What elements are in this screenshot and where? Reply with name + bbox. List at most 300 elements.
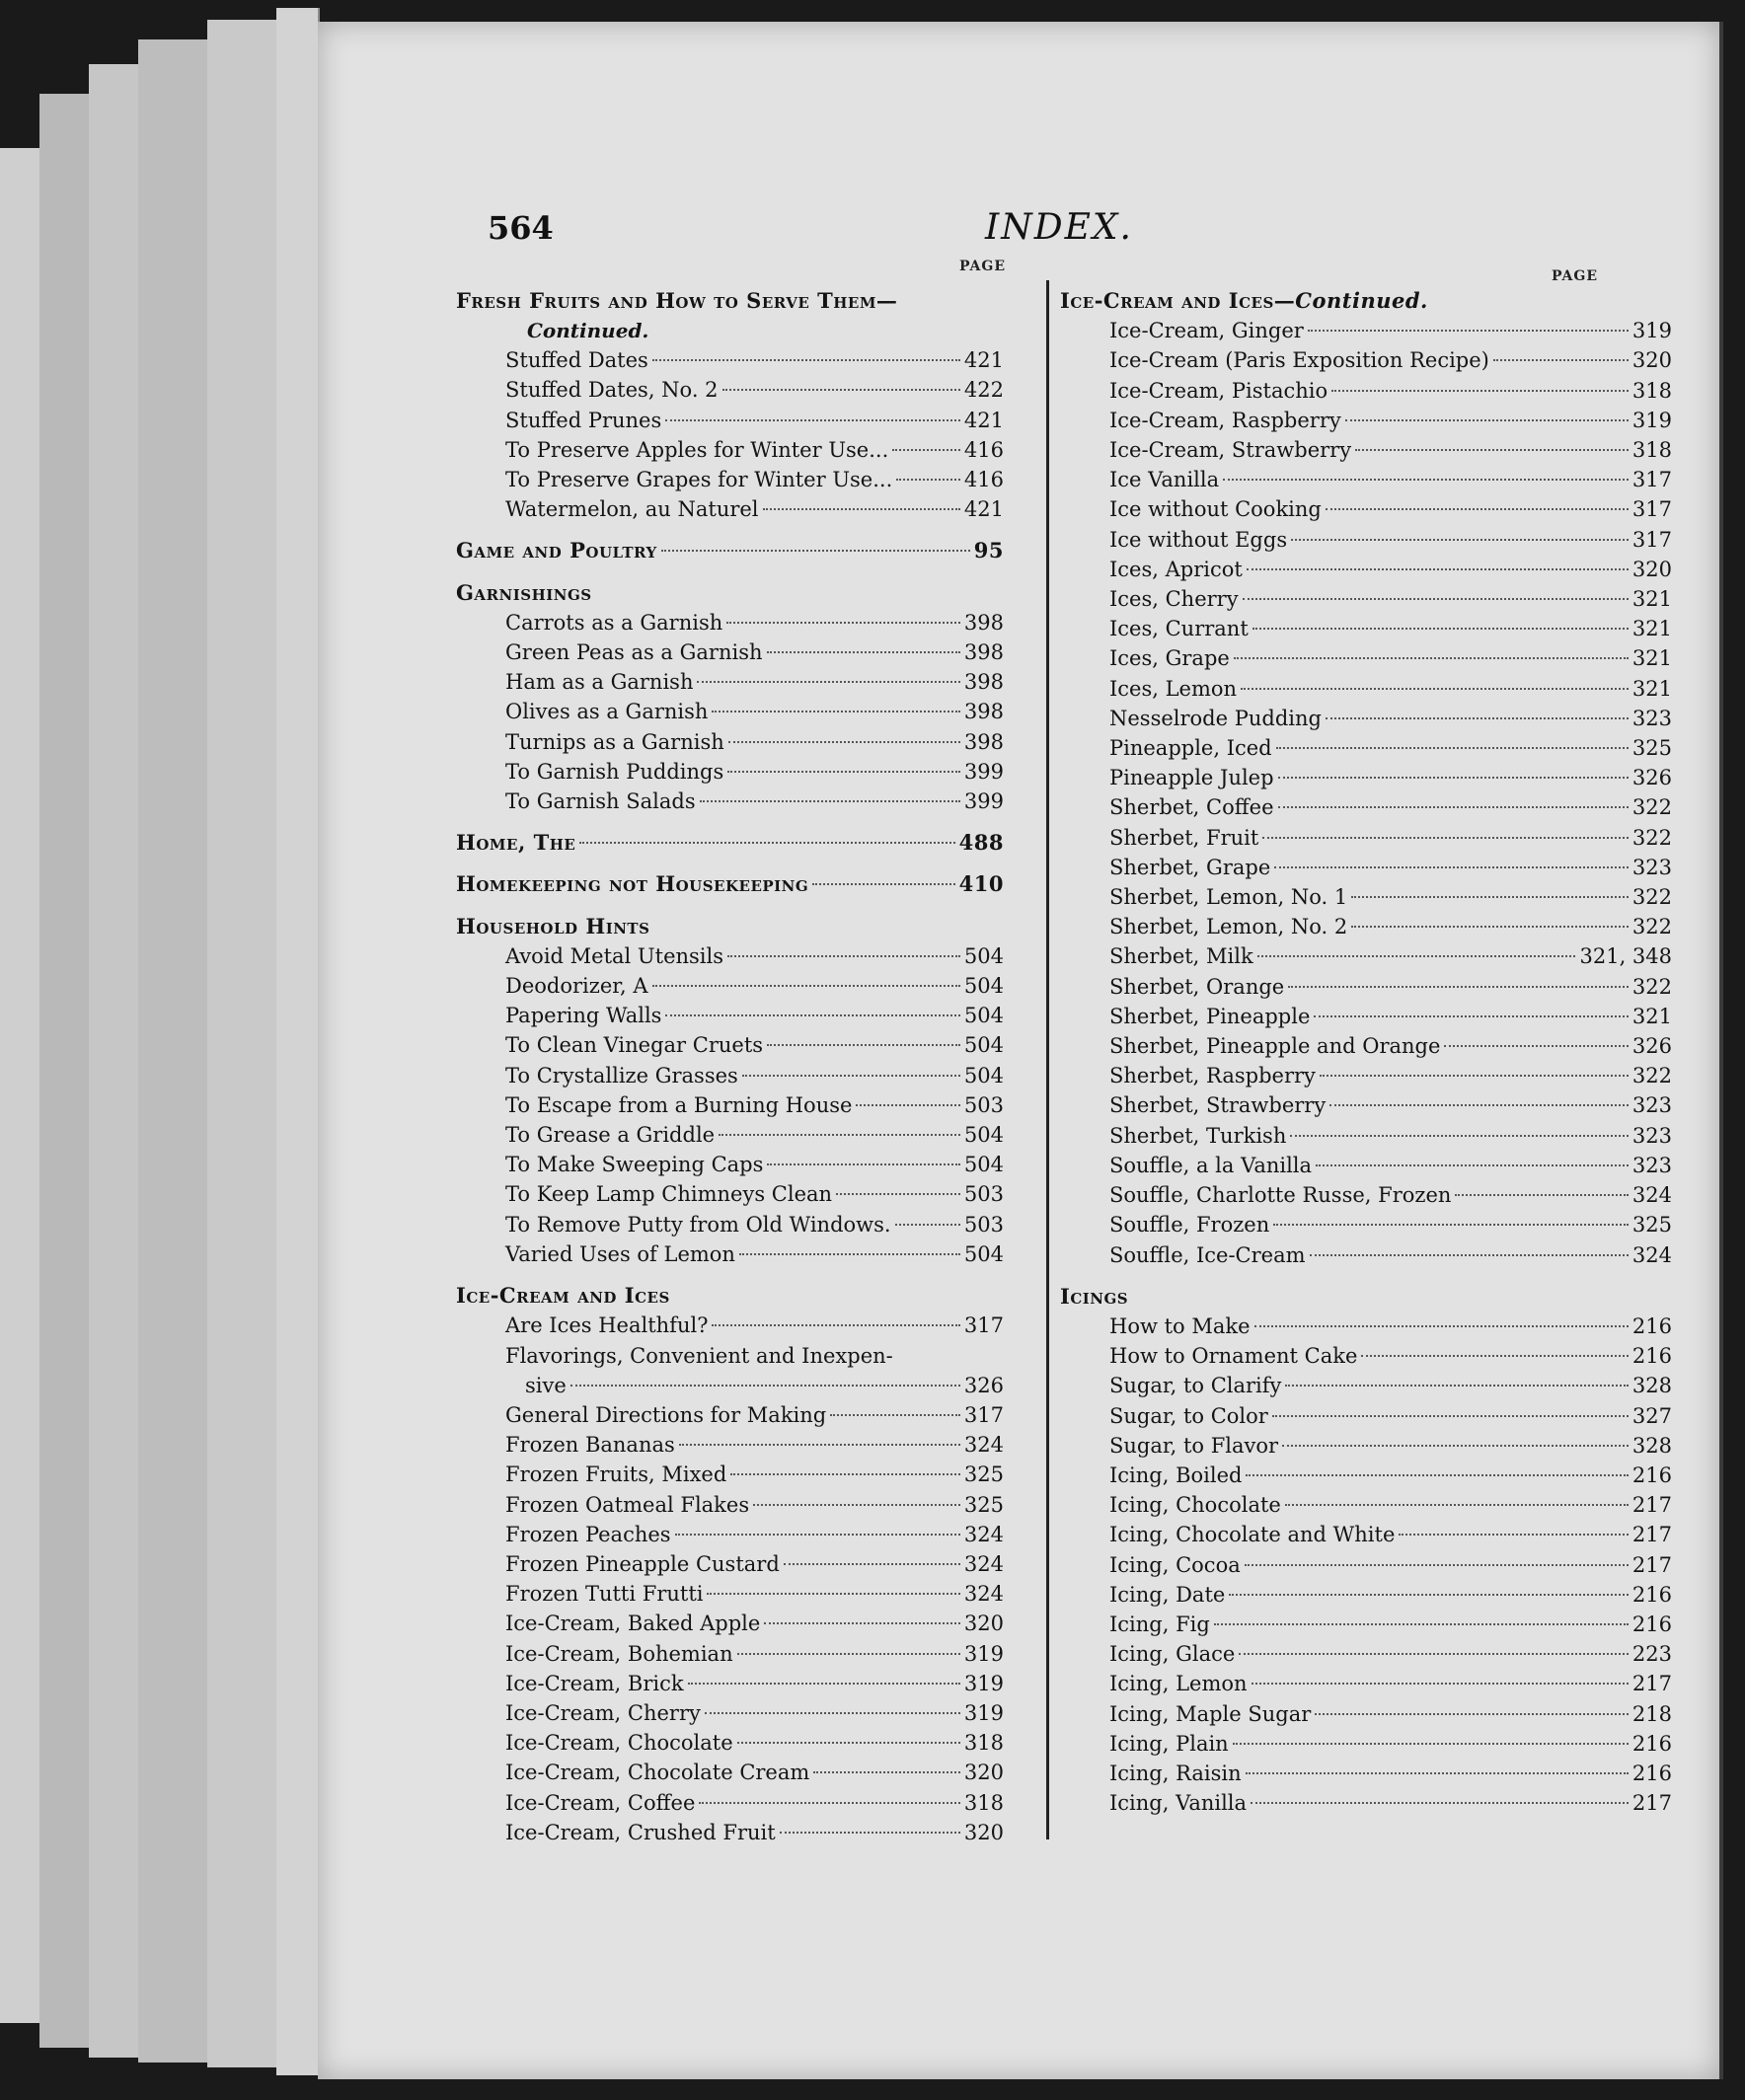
page-number-ref: 223 bbox=[1631, 1642, 1672, 1667]
index-entry-text: Sherbet, Turkish bbox=[1109, 1123, 1287, 1148]
index-entry-text: Ices, Apricot bbox=[1109, 557, 1243, 581]
section-heading bbox=[456, 828, 1004, 858]
dot-leader bbox=[579, 842, 954, 844]
page-number-ref: 216 bbox=[1631, 1313, 1672, 1338]
index-entry bbox=[456, 1030, 1004, 1060]
index-entry-text: Sherbet, Grape bbox=[1109, 855, 1271, 879]
dot-leader bbox=[1214, 1623, 1629, 1625]
page-number-ref: 398 bbox=[963, 640, 1004, 665]
dot-leader bbox=[767, 651, 960, 653]
index-entry bbox=[1060, 853, 1672, 882]
page-number-ref: 318 bbox=[963, 1731, 1004, 1756]
dot-leader bbox=[1229, 1594, 1629, 1596]
index-entry-text: Ices, Currant bbox=[1109, 617, 1249, 641]
page-number-ref: 216 bbox=[1631, 1582, 1672, 1607]
page-number-ref: 323 bbox=[1631, 706, 1672, 730]
dot-leader bbox=[1252, 1683, 1629, 1685]
page-number-ref: 320 bbox=[963, 1612, 1004, 1636]
dot-leader bbox=[763, 508, 960, 510]
index-entry bbox=[1060, 1341, 1672, 1371]
page-number-ref: 324 bbox=[963, 1551, 1004, 1576]
index-entry bbox=[456, 697, 1004, 726]
index-entry-text: To Crystallize Grasses bbox=[505, 1063, 738, 1088]
index-entry bbox=[1060, 733, 1672, 763]
index-entry-text: To Garnish Puddings bbox=[505, 759, 724, 784]
index-entry-text: Icing, Date bbox=[1109, 1582, 1226, 1607]
index-entry-text: To Garnish Salads bbox=[505, 789, 696, 814]
dot-leader bbox=[895, 1224, 960, 1226]
page-number-ref: 216 bbox=[1631, 1344, 1672, 1369]
dot-leader bbox=[737, 1653, 960, 1655]
index-entry-text: Sherbet, Pineapple bbox=[1109, 1004, 1311, 1028]
index-entry-text: Ice Vanilla bbox=[1109, 468, 1220, 492]
index-entry bbox=[456, 406, 1004, 435]
index-entry-text: Sugar, to Clarify bbox=[1109, 1374, 1282, 1398]
index-entry bbox=[456, 1639, 1004, 1669]
index-entry bbox=[1060, 1759, 1672, 1788]
dot-leader bbox=[1239, 1653, 1629, 1655]
page-number-ref: 217 bbox=[1631, 1523, 1672, 1547]
section-heading-text: Garnishings bbox=[456, 579, 592, 605]
index-entry bbox=[1060, 1610, 1672, 1639]
dot-leader bbox=[727, 955, 960, 957]
dot-leader bbox=[1316, 1164, 1629, 1166]
index-entry-text: Sherbet, Orange bbox=[1109, 974, 1285, 999]
section-heading-text: Ice-Cream and Ices— bbox=[1060, 288, 1296, 313]
page-number-ref: 324 bbox=[1631, 1242, 1672, 1267]
dot-leader bbox=[1252, 628, 1629, 630]
page-number-ref: 319 bbox=[963, 1671, 1004, 1695]
section-heading-text: Household Hints bbox=[456, 913, 650, 938]
index-section bbox=[456, 286, 1004, 524]
index-entry-text: Frozen Bananas bbox=[505, 1433, 675, 1458]
index-entry bbox=[1060, 941, 1672, 971]
page-edge bbox=[89, 64, 140, 2058]
index-entry bbox=[456, 1609, 1004, 1638]
index-entry bbox=[1060, 316, 1672, 345]
page-number-ref: 217 bbox=[1631, 1493, 1672, 1518]
index-entry-text: Avoid Metal Utensils bbox=[505, 943, 724, 968]
dot-leader bbox=[712, 711, 959, 712]
dot-leader bbox=[764, 1622, 960, 1624]
right-index-column bbox=[1060, 286, 1672, 1830]
index-entry bbox=[1060, 1461, 1672, 1490]
dot-leader bbox=[1246, 1772, 1629, 1774]
index-entry bbox=[1060, 1520, 1672, 1549]
index-entry-text: To Grease a Griddle bbox=[505, 1123, 716, 1148]
index-entry-text: Ice without Cooking bbox=[1109, 497, 1322, 522]
index-section bbox=[456, 578, 1004, 817]
page-number-ref: 421 bbox=[963, 497, 1004, 522]
index-entry-text: To Make Sweeping Caps bbox=[505, 1153, 764, 1177]
dot-leader bbox=[767, 1044, 960, 1046]
section-heading-text: Ice-Cream and Ices bbox=[456, 1283, 670, 1309]
page-number-ref: 322 bbox=[1631, 915, 1672, 939]
index-entry bbox=[1060, 1090, 1672, 1120]
index-entry bbox=[456, 1179, 1004, 1209]
index-entry-text: Are Ices Healthful? bbox=[505, 1313, 709, 1338]
dot-leader bbox=[1241, 688, 1629, 690]
index-entry bbox=[1060, 494, 1672, 524]
page-edge bbox=[39, 94, 91, 2048]
page-number-ref: 326 bbox=[1631, 1034, 1672, 1059]
page-column-label-right: PAGE bbox=[1552, 268, 1598, 284]
dot-leader bbox=[896, 479, 960, 481]
dot-leader bbox=[1361, 1355, 1629, 1357]
section-heading-text: Home, The bbox=[456, 830, 576, 856]
dot-leader bbox=[697, 681, 959, 683]
index-entry-text: Green Peas as a Garnish bbox=[505, 640, 763, 665]
dot-leader bbox=[812, 883, 954, 885]
dot-leader bbox=[737, 1742, 960, 1744]
index-entry bbox=[456, 1400, 1004, 1430]
page-number-ref: 325 bbox=[1631, 736, 1672, 761]
index-entry-text: Icing, Vanilla bbox=[1109, 1791, 1248, 1816]
index-entry bbox=[456, 1758, 1004, 1787]
index-entry-text: Stuffed Dates bbox=[505, 348, 648, 373]
dot-leader bbox=[1315, 1713, 1629, 1715]
index-entry bbox=[456, 1210, 1004, 1239]
page-number-ref: 321, 348 bbox=[1579, 944, 1672, 969]
index-entry-text: Ice-Cream, Coffee bbox=[505, 1790, 696, 1815]
index-entry bbox=[456, 757, 1004, 787]
index-entry bbox=[1060, 912, 1672, 941]
dot-leader bbox=[722, 389, 960, 391]
index-entry-text: Flavorings, Convenient and Inexpen- bbox=[505, 1343, 893, 1368]
index-entry-text: General Directions for Making bbox=[505, 1402, 827, 1427]
dot-leader bbox=[1355, 449, 1629, 451]
index-entry bbox=[456, 1788, 1004, 1818]
page-number-ref: 398 bbox=[963, 670, 1004, 695]
index-entry-text: Ice-Cream, Brick bbox=[505, 1671, 684, 1695]
dot-leader bbox=[679, 1444, 960, 1446]
index-entry bbox=[1060, 1729, 1672, 1759]
index-entry bbox=[1060, 555, 1672, 584]
page-number-ref: 319 bbox=[963, 1700, 1004, 1725]
index-section bbox=[1060, 1282, 1672, 1819]
dot-leader bbox=[730, 1473, 960, 1475]
page-number-ref: 216 bbox=[1631, 1462, 1672, 1487]
index-entry bbox=[1060, 972, 1672, 1002]
dot-leader bbox=[1331, 390, 1629, 392]
section-heading bbox=[456, 869, 1004, 899]
section-heading bbox=[1060, 286, 1672, 316]
index-entry-text: Nesselrode Pudding bbox=[1109, 706, 1322, 730]
index-entry-text: Ice-Cream, Chocolate bbox=[505, 1731, 733, 1756]
page-number-ref: 217 bbox=[1631, 1791, 1672, 1816]
index-entry-text: Sugar, to Flavor bbox=[1109, 1433, 1279, 1458]
page-number-ref: 216 bbox=[1631, 1761, 1672, 1785]
index-entry-text: Ice-Cream, Ginger bbox=[1109, 319, 1304, 343]
page-number-ref: 328 bbox=[1631, 1374, 1672, 1398]
index-entry-text: Icing, Raisin bbox=[1109, 1761, 1242, 1785]
index-entry bbox=[456, 1341, 1004, 1400]
index-entry bbox=[1060, 435, 1672, 465]
section-heading bbox=[456, 912, 1004, 941]
index-entry-text: Icing, Boiled bbox=[1109, 1462, 1243, 1487]
page-number-ref: 318 bbox=[963, 1790, 1004, 1815]
index-entry bbox=[1060, 704, 1672, 733]
index-entry bbox=[456, 1579, 1004, 1609]
index-section bbox=[456, 536, 1004, 565]
index-entry bbox=[1060, 1580, 1672, 1610]
dot-leader bbox=[780, 1832, 960, 1834]
index-entry bbox=[456, 1001, 1004, 1030]
page-number-ref: 324 bbox=[963, 1522, 1004, 1546]
index-entry bbox=[456, 667, 1004, 697]
dot-leader bbox=[1493, 359, 1629, 361]
dot-leader bbox=[712, 1324, 959, 1326]
dot-leader bbox=[1223, 479, 1629, 481]
index-entry bbox=[456, 465, 1004, 494]
dot-leader bbox=[784, 1563, 960, 1565]
page-number-ref: 319 bbox=[1631, 408, 1672, 432]
page-number-ref: 319 bbox=[963, 1641, 1004, 1666]
page-number-ref: 326 bbox=[1631, 766, 1672, 790]
page-number-ref: 323 bbox=[1631, 1153, 1672, 1177]
index-entry-text: Pineapple Julep bbox=[1109, 766, 1274, 790]
page-number-ref: 504 bbox=[963, 974, 1004, 999]
index-entry-text: Ices, Cherry bbox=[1109, 587, 1239, 612]
index-entry bbox=[1060, 406, 1672, 435]
page-number-ref: 322 bbox=[1631, 974, 1672, 999]
index-entry-text: Sugar, to Color bbox=[1109, 1403, 1268, 1428]
index-entry-text: Sherbet, Strawberry bbox=[1109, 1093, 1327, 1118]
dot-leader bbox=[742, 1075, 960, 1077]
page-number-ref: 320 bbox=[963, 1820, 1004, 1844]
index-entry bbox=[456, 494, 1004, 524]
index-entry-text: Sherbet, Pineapple and Orange bbox=[1109, 1034, 1441, 1059]
dot-leader bbox=[1278, 777, 1629, 779]
index-entry bbox=[456, 1698, 1004, 1728]
dot-leader bbox=[1278, 806, 1629, 808]
page-number-ref: 216 bbox=[1631, 1731, 1672, 1756]
page-number-ref: 321 bbox=[1631, 1004, 1672, 1028]
index-entry-text: Carrots as a Garnish bbox=[505, 610, 723, 635]
dot-leader bbox=[739, 1253, 960, 1255]
index-entry bbox=[456, 638, 1004, 667]
page-number-ref: 325 bbox=[1631, 1213, 1672, 1238]
page-number-ref: 504 bbox=[963, 1241, 1004, 1266]
page-number-ref: 399 bbox=[963, 759, 1004, 784]
index-entry bbox=[1060, 584, 1672, 614]
index-entry bbox=[456, 1120, 1004, 1150]
index-entry-text: To Preserve Grapes for Winter Use... bbox=[505, 468, 893, 492]
dot-leader bbox=[1345, 419, 1629, 421]
index-entry-text: Icing, Fig bbox=[1109, 1612, 1210, 1636]
index-entry bbox=[1060, 345, 1672, 375]
index-entry bbox=[1060, 792, 1672, 822]
dot-leader bbox=[652, 985, 960, 987]
page-number-ref: 503 bbox=[963, 1092, 1004, 1117]
index-entry-text: Icing, Cocoa bbox=[1109, 1552, 1241, 1577]
index-entry-text: Sherbet, Fruit bbox=[1109, 825, 1259, 850]
index-entry bbox=[456, 941, 1004, 971]
dot-leader bbox=[728, 741, 960, 743]
dot-leader bbox=[726, 622, 960, 624]
dot-leader bbox=[1455, 1194, 1629, 1196]
dot-leader bbox=[652, 359, 960, 361]
index-entry bbox=[456, 1728, 1004, 1758]
dot-leader bbox=[1351, 926, 1629, 928]
index-entry bbox=[456, 608, 1004, 638]
dot-leader bbox=[661, 550, 970, 552]
dot-leader bbox=[1246, 1474, 1628, 1476]
dot-leader bbox=[836, 1193, 960, 1195]
page-number-ref: 399 bbox=[963, 789, 1004, 814]
page-number-ref: 416 bbox=[963, 437, 1004, 462]
page-number-ref: 321 bbox=[1631, 676, 1672, 701]
page-number-ref: 504 bbox=[963, 1153, 1004, 1177]
index-entry bbox=[1060, 1210, 1672, 1239]
index-entry bbox=[1060, 1002, 1672, 1031]
dot-leader bbox=[665, 419, 960, 421]
index-entry-text: Frozen Pineapple Custard bbox=[505, 1551, 780, 1576]
page-edge bbox=[207, 20, 278, 2067]
index-entry bbox=[456, 1311, 1004, 1340]
index-entry bbox=[456, 1818, 1004, 1847]
index-section bbox=[1060, 286, 1672, 1270]
index-entry bbox=[456, 971, 1004, 1001]
index-entry bbox=[456, 1549, 1004, 1579]
page-number-ref: 318 bbox=[1631, 378, 1672, 403]
dot-leader bbox=[1326, 508, 1629, 510]
column-divider bbox=[1046, 280, 1049, 1839]
page-number-ref: 321 bbox=[1631, 587, 1672, 612]
dot-leader bbox=[1233, 1743, 1629, 1745]
dot-leader bbox=[1245, 1564, 1629, 1566]
index-entry bbox=[1060, 1312, 1672, 1341]
index-entry bbox=[1060, 1240, 1672, 1270]
section-heading bbox=[456, 286, 1004, 316]
index-entry-text: Souffle, Frozen bbox=[1109, 1213, 1270, 1238]
section-heading bbox=[456, 536, 1004, 565]
page-number-ref: 95 bbox=[973, 538, 1004, 563]
index-entry-text: To Keep Lamp Chimneys Clean bbox=[505, 1182, 833, 1207]
dot-leader bbox=[1273, 1224, 1629, 1226]
page-number-ref: 317 bbox=[1631, 527, 1672, 552]
page-number-ref: 317 bbox=[1631, 497, 1672, 522]
dot-leader bbox=[892, 449, 960, 451]
page-number-ref: 503 bbox=[963, 1212, 1004, 1237]
page-number-ref: 322 bbox=[1631, 885, 1672, 910]
dot-leader bbox=[665, 1014, 959, 1016]
page-number-ref: 318 bbox=[1631, 438, 1672, 463]
index-entry-text: Icing, Chocolate bbox=[1109, 1493, 1281, 1518]
index-entry-text: Ice-Cream, Chocolate Cream bbox=[505, 1761, 810, 1785]
dot-leader bbox=[856, 1104, 959, 1106]
index-entry bbox=[1060, 1031, 1672, 1061]
index-entry-text: How to Make bbox=[1109, 1313, 1251, 1338]
dot-leader bbox=[727, 771, 960, 773]
dot-leader bbox=[707, 1593, 959, 1595]
page-edge bbox=[138, 39, 209, 2062]
index-entry bbox=[1060, 1371, 1672, 1400]
page-number-ref: 325 bbox=[963, 1462, 1004, 1487]
page-number-ref: 320 bbox=[1631, 557, 1672, 581]
index-entry-text: Sherbet, Lemon, No. 1 bbox=[1109, 885, 1348, 910]
index-entry bbox=[1060, 1639, 1672, 1669]
index-entry-text: Icing, Chocolate and White bbox=[1109, 1523, 1396, 1547]
dot-leader bbox=[1262, 837, 1629, 839]
index-section bbox=[456, 1281, 1004, 1847]
section-heading-text: Homekeeping not Housekeeping bbox=[456, 871, 809, 897]
section-heading-text: Icings bbox=[1060, 1283, 1129, 1309]
index-entry-text: How to Ornament Cake bbox=[1109, 1344, 1358, 1369]
section-heading-text: Fresh Fruits and How to Serve Them— bbox=[456, 288, 898, 313]
index-entry bbox=[456, 345, 1004, 375]
page-number-ref: 321 bbox=[1631, 646, 1672, 671]
page-number-ref: 422 bbox=[963, 378, 1004, 403]
index-entry bbox=[456, 375, 1004, 405]
index-entry bbox=[1060, 1490, 1672, 1520]
index-entry-text: Sherbet, Milk bbox=[1109, 944, 1253, 969]
dot-leader bbox=[1251, 1802, 1629, 1804]
dot-leader bbox=[699, 1802, 960, 1804]
page-number-ref: 323 bbox=[1631, 855, 1672, 879]
index-entry-text: Varied Uses of Lemon bbox=[505, 1241, 735, 1266]
index-entry-text: Ice-Cream, Bohemian bbox=[505, 1641, 733, 1666]
index-entry bbox=[456, 1150, 1004, 1179]
index-entry-text: Sherbet, Coffee bbox=[1109, 795, 1274, 820]
index-entry-text: Olives as a Garnish bbox=[505, 700, 709, 724]
section-heading-text: Game and Poultry bbox=[456, 538, 657, 563]
page-number-ref: 320 bbox=[963, 1761, 1004, 1785]
index-entry-text: Watermelon, au Naturel bbox=[505, 497, 759, 522]
index-entry bbox=[1060, 1669, 1672, 1698]
index-entry-text: Icing, Lemon bbox=[1109, 1672, 1248, 1696]
dot-leader bbox=[753, 1504, 960, 1506]
index-entry-text: Stuffed Prunes bbox=[505, 408, 662, 432]
index-section bbox=[456, 828, 1004, 858]
page-number-ref: 322 bbox=[1631, 795, 1672, 820]
page-column-label-left: PAGE bbox=[959, 259, 1006, 274]
dot-leader bbox=[1272, 1415, 1629, 1417]
page-number-ref: 323 bbox=[1631, 1093, 1672, 1118]
page-number-ref: 321 bbox=[1631, 617, 1672, 641]
index-entry-text: Icing, Plain bbox=[1109, 1731, 1229, 1756]
index-entry-text: Frozen Peaches bbox=[505, 1522, 671, 1546]
index-entry bbox=[1060, 643, 1672, 673]
page-number-ref: 328 bbox=[1631, 1433, 1672, 1458]
page-number-ref: 421 bbox=[963, 408, 1004, 432]
dot-leader bbox=[1329, 1104, 1629, 1106]
dot-leader bbox=[1314, 1015, 1629, 1017]
section-heading bbox=[456, 578, 1004, 608]
index-entry-text: Sherbet, Lemon, No. 2 bbox=[1109, 915, 1348, 939]
page-number-ref: 320 bbox=[1631, 348, 1672, 373]
index-entry bbox=[1060, 674, 1672, 704]
page-number-ref: 488 bbox=[958, 830, 1004, 856]
page-number-ref: 504 bbox=[963, 1123, 1004, 1148]
page-number-ref: 324 bbox=[1631, 1183, 1672, 1208]
page-number-ref: 317 bbox=[1631, 468, 1672, 492]
page-edge bbox=[0, 148, 42, 2023]
index-entry-text: Ice-Cream, Pistachio bbox=[1109, 378, 1328, 403]
index-section bbox=[456, 869, 1004, 899]
page-number-ref: 323 bbox=[1631, 1123, 1672, 1148]
dot-leader bbox=[1254, 1325, 1629, 1327]
index-entry bbox=[456, 435, 1004, 465]
index-entry-text: Souffle, a la Vanilla bbox=[1109, 1153, 1313, 1177]
dot-leader bbox=[1288, 986, 1629, 988]
left-index-column bbox=[456, 286, 1004, 1859]
index-entry bbox=[456, 1061, 1004, 1090]
dot-leader bbox=[767, 1163, 960, 1165]
index-entry bbox=[456, 1460, 1004, 1489]
dot-leader bbox=[570, 1385, 960, 1387]
dot-leader bbox=[1285, 1504, 1629, 1506]
